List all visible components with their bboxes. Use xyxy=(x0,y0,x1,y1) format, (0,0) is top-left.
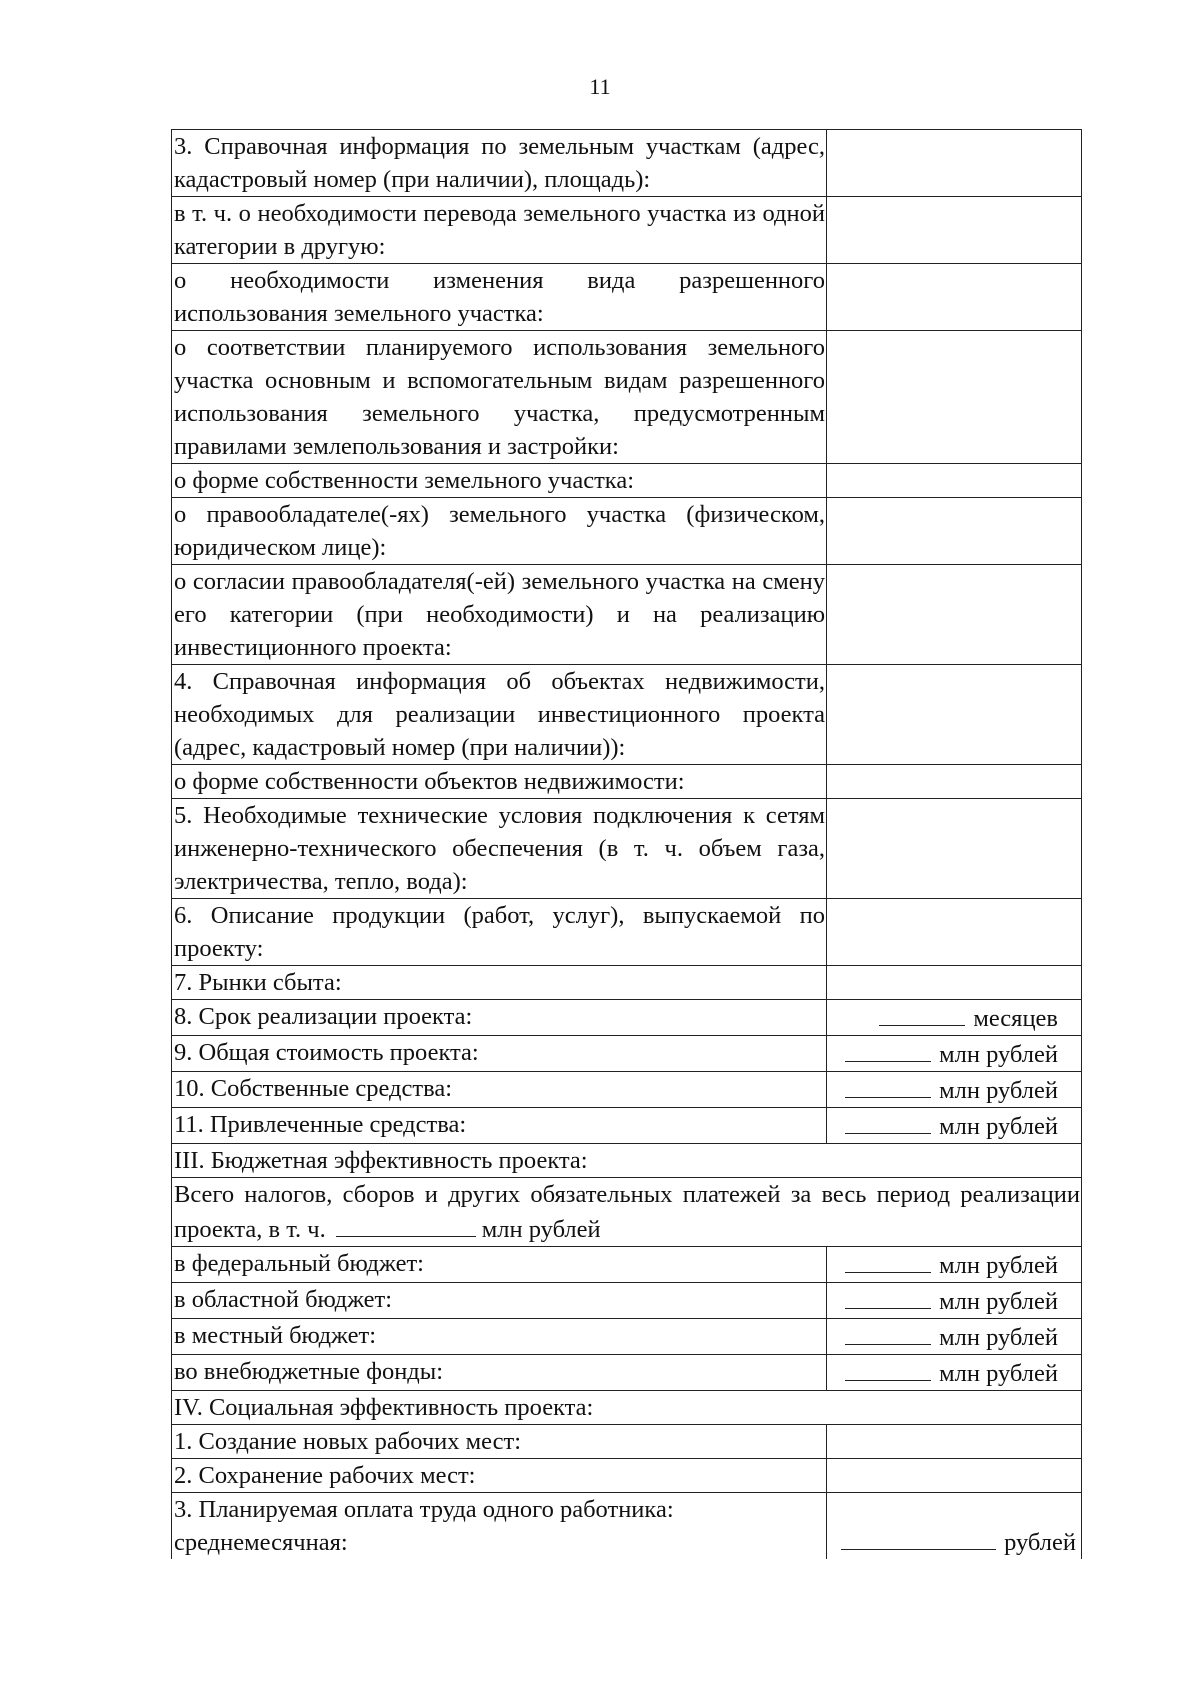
form-question: 3. Справочная информация по земельным участкам (адрес, кадастровый номер (при наличии), площадь): xyxy=(172,130,827,197)
answer-blank[interactable] xyxy=(879,1000,965,1026)
wage-title: 3. Планируемая оплата труда одного работника: xyxy=(174,1496,674,1523)
form-row xyxy=(172,464,1082,498)
form-question: 1. Создание новых рабочих мест: xyxy=(172,1425,827,1459)
form-question: о форме собственности объектов недвижимости: xyxy=(172,765,827,799)
form-answer-cell[interactable] xyxy=(827,498,1082,565)
answer-unit: млн рублей xyxy=(939,1288,1058,1315)
form-question: в т. ч. о необходимости перевода земельного участка из одной категории в другую: xyxy=(172,197,827,264)
budget-heading: III. Бюджетная эффективность проекта: xyxy=(172,1144,1082,1178)
project-info-rows xyxy=(172,130,1082,1144)
form-answer-cell[interactable] xyxy=(827,1355,1082,1391)
budget-total-text: Всего налогов, сборов и других обязательных платежей за весь период реализации проекта, в т. ч. xyxy=(174,1181,1080,1243)
answer-blank[interactable] xyxy=(845,1036,931,1062)
answer-unit: млн рублей xyxy=(939,1113,1058,1140)
form-answer-cell[interactable] xyxy=(827,565,1082,665)
form-answer-cell[interactable] xyxy=(827,799,1082,899)
form-answer-cell[interactable] xyxy=(827,665,1082,765)
wage-answer-blank[interactable] xyxy=(841,1524,996,1550)
form-answer-cell[interactable] xyxy=(827,1072,1082,1108)
form-answer-cell[interactable] xyxy=(827,899,1082,966)
form-row xyxy=(172,1319,1082,1355)
answer-blank[interactable] xyxy=(845,1247,931,1273)
form-answer-cell[interactable] xyxy=(827,1000,1082,1036)
form-row xyxy=(172,1036,1082,1072)
form-question: о правообладателе(-ях) земельного участка (физическом, юридическом лице): xyxy=(172,498,827,565)
budget-rows xyxy=(172,1247,1082,1391)
answer-unit: млн рублей xyxy=(939,1252,1058,1279)
answer-blank[interactable] xyxy=(845,1283,931,1309)
form-row xyxy=(172,1283,1082,1319)
form-row xyxy=(172,966,1082,1000)
form-answer-cell[interactable] xyxy=(827,1108,1082,1144)
form-answer-cell[interactable] xyxy=(827,1459,1082,1493)
wage-unit: рублей xyxy=(1004,1529,1076,1556)
form-row xyxy=(172,197,1082,264)
form-question: во внебюджетные фонды: xyxy=(172,1355,827,1391)
form-question: о соответствии планируемого использования земельного участка основным и вспомогательным видам разрешенного использования земельного участка, предусмотренным правилами землепользования и застройки: xyxy=(172,331,827,464)
form-answer-cell[interactable] xyxy=(827,1283,1082,1319)
form-question: 2. Сохранение рабочих мест: xyxy=(172,1459,827,1493)
form-row xyxy=(172,1072,1082,1108)
wage-answer-cell xyxy=(827,1493,1082,1560)
form-question: о форме собственности земельного участка: xyxy=(172,464,827,498)
form-answer-cell[interactable] xyxy=(827,1247,1082,1283)
form-answer-cell[interactable] xyxy=(827,464,1082,498)
answer-blank[interactable] xyxy=(845,1355,931,1381)
form-row xyxy=(172,498,1082,565)
form-question: 7. Рынки сбыта: xyxy=(172,966,827,1000)
budget-total-cell xyxy=(172,1178,1082,1247)
form-answer-cell[interactable] xyxy=(827,1319,1082,1355)
form-row xyxy=(172,765,1082,799)
form-answer-cell[interactable] xyxy=(827,1036,1082,1072)
page-number: 11 xyxy=(589,74,611,99)
answer-unit: млн рублей xyxy=(939,1324,1058,1351)
form-question: в местный бюджет: xyxy=(172,1319,827,1355)
form-question: в областной бюджет: xyxy=(172,1283,827,1319)
budget-total-row xyxy=(172,1178,1082,1247)
form-answer-cell[interactable] xyxy=(827,197,1082,264)
form-row xyxy=(172,1108,1082,1144)
wage-question xyxy=(172,1493,827,1560)
form-question: 11. Привлеченные средства: xyxy=(172,1108,827,1144)
form-answer-cell[interactable] xyxy=(827,1425,1082,1459)
form-row xyxy=(172,1247,1082,1283)
investment-project-form-table xyxy=(171,129,1082,1559)
form-row xyxy=(172,1000,1082,1036)
form-question: 5. Необходимые технические условия подключения к сетям инженерно-технического обеспечения (в т. ч. объем газа, электричества, тепло, вода): xyxy=(172,799,827,899)
answer-blank[interactable] xyxy=(845,1319,931,1345)
answer-blank[interactable] xyxy=(845,1108,931,1134)
form-row xyxy=(172,565,1082,665)
form-question: в федеральный бюджет: xyxy=(172,1247,827,1283)
form-question: 8. Срок реализации проекта: xyxy=(172,1000,827,1036)
form-question: 6. Описание продукции (работ, услуг), выпускаемой по проекту: xyxy=(172,899,827,966)
form-answer-cell[interactable] xyxy=(827,765,1082,799)
wage-label: среднемесячная: xyxy=(174,1529,348,1556)
form-row xyxy=(172,665,1082,765)
form-answer-cell[interactable] xyxy=(827,331,1082,464)
social-heading-row xyxy=(172,1391,1082,1425)
budget-heading-row xyxy=(172,1144,1082,1178)
social-rows xyxy=(172,1425,1082,1493)
social-heading: IV. Социальная эффективность проекта: xyxy=(172,1391,1082,1425)
form-row xyxy=(172,1425,1082,1459)
form-row xyxy=(172,130,1082,197)
form-row xyxy=(172,899,1082,966)
answer-unit: млн рублей xyxy=(939,1360,1058,1387)
form-question: 4. Справочная информация об объектах недвижимости, необходимых для реализации инвестиционного проекта (адрес, кадастровый номер (при наличии)): xyxy=(172,665,827,765)
form-row xyxy=(172,1355,1082,1391)
answer-unit: месяцев xyxy=(973,1005,1058,1032)
form-question: о согласии правообладателя(-ей) земельного участка на смену его категории (при необходимости) и на реализацию инвестиционного проекта: xyxy=(172,565,827,665)
budget-total-blank[interactable] xyxy=(336,1211,476,1237)
answer-blank[interactable] xyxy=(845,1072,931,1098)
form-answer-cell[interactable] xyxy=(827,966,1082,1000)
answer-unit: млн рублей xyxy=(939,1041,1058,1068)
wage-row xyxy=(172,1493,1082,1560)
social-section xyxy=(172,1391,1082,1425)
form-answer-cell[interactable] xyxy=(827,264,1082,331)
budget-total-unit: млн рублей xyxy=(481,1216,601,1243)
form-question: 9. Общая стоимость проекта: xyxy=(172,1036,827,1072)
form-question: 10. Собственные средства: xyxy=(172,1072,827,1108)
wage-section xyxy=(172,1493,1082,1560)
form-answer-cell[interactable] xyxy=(827,130,1082,197)
form-row xyxy=(172,331,1082,464)
form-question: о необходимости изменения вида разрешенного использования земельного участка: xyxy=(172,264,827,331)
form-row xyxy=(172,264,1082,331)
answer-unit: млн рублей xyxy=(939,1077,1058,1104)
form-row xyxy=(172,799,1082,899)
budget-section xyxy=(172,1144,1082,1247)
form-row xyxy=(172,1459,1082,1493)
